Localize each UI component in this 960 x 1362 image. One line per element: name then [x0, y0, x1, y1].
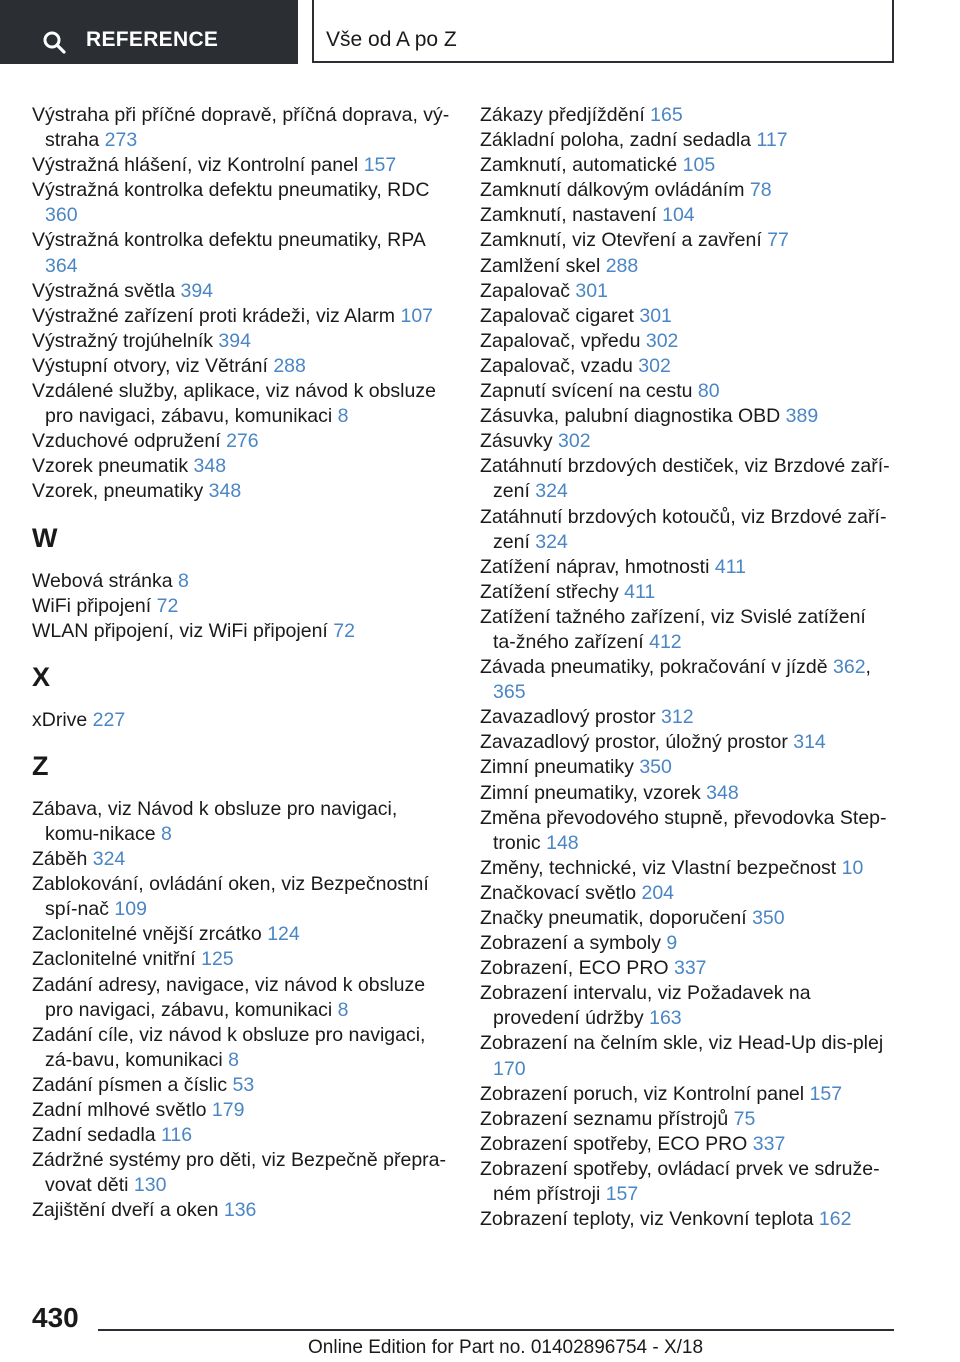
index-entry-text: Výstraha při příčné dopravě, příčná doprava, vý-straha [32, 104, 450, 152]
index-entry [480, 981, 890, 1031]
index-entry-text: Zobrazení na čelním skle, viz Head-Up dis-plej [480, 1032, 884, 1055]
page-link[interactable]: 75 [733, 1107, 756, 1130]
index-entry-text: Záběh [32, 848, 93, 871]
index-entry-text: Zadání cíle, viz návod k obsluze pro navigaci, zá-bavu, komunikaci [32, 1023, 426, 1071]
index-entry [480, 203, 890, 228]
page-link[interactable]: 170 [493, 1057, 526, 1080]
index-entry [32, 1198, 452, 1223]
index-entry-text: Změna převodového stupně, převodovka Step-tronic [480, 806, 887, 854]
index-entry-text: Výstražné zařízení proti krádeži, viz Alarm [32, 304, 401, 327]
index-entry-text: Zapalovač, vpředu [480, 329, 646, 352]
page-link[interactable]: 350 [752, 907, 785, 929]
index-entry-text: Zavazadlový prostor, úložný prostor [480, 731, 794, 754]
index-entry [32, 847, 452, 872]
section-title-box [312, 0, 894, 63]
page-link[interactable]: 302 [638, 354, 671, 377]
index-entry-text: Změny, technické, viz Vlastní bezpečnost [480, 856, 842, 879]
index-entry-text: Zamknutí, viz Otevření a zavření [480, 229, 768, 252]
index-entry-text: Výstražná kontrolka defektu pneumatiky, RDC [32, 179, 430, 202]
index-entry-text: Zapalovač, vzadu [480, 354, 639, 377]
index-entry [32, 454, 452, 479]
index-entry-text: Zapalovač cigaret [480, 304, 640, 327]
index-entry-text: Výstražná kontrolka defektu pneumatiky, RPA [32, 229, 425, 252]
index-entry-text: WiFi připojení [32, 594, 157, 617]
index-entry-text: Zobrazení teploty, viz Venkovní teplota [480, 1208, 819, 1231]
index-entry-text: xDrive [32, 708, 93, 731]
index-entry [32, 1098, 452, 1123]
page-link[interactable]: 350 [639, 756, 672, 779]
index-entry-text: Závada pneumatiky, pokračování v jízdě [480, 656, 833, 679]
index-entry-text: Zamknutí, nastavení [480, 204, 663, 227]
page-link[interactable]: 8 [337, 405, 349, 428]
index-entry [32, 329, 452, 354]
page-link[interactable]: 348 [208, 480, 242, 503]
search-icon [42, 30, 66, 54]
index-entry [32, 569, 452, 594]
index-entry [480, 1107, 890, 1132]
index-entry-text: Zamlžení skel [480, 254, 606, 277]
index-entry [32, 304, 452, 329]
index-entry-text: Zadání adresy, navigace, viz návod k obsluze pro navigaci, zábavu, komunikaci [32, 973, 426, 1021]
index-entry [480, 279, 890, 304]
index-entry [480, 605, 890, 655]
page-link[interactable]: 324 [92, 848, 126, 871]
index-entry-text: Zatáhnutí brzdových kotoučů, viz Brzdové zaří-zení [480, 505, 887, 553]
index-entry [480, 806, 890, 856]
page-link[interactable]: 324 [535, 480, 568, 503]
index-entry-text: Zapalovač [480, 279, 576, 302]
index-entry [480, 153, 890, 178]
page-link[interactable]: 8 [337, 998, 349, 1021]
index-entry-text: Zadní mlhové světlo [32, 1099, 212, 1121]
index-entry [32, 797, 452, 847]
index-entry [480, 228, 890, 253]
index-entry-text: Zaclonitelné vnitřní [32, 948, 202, 971]
index-entry [480, 505, 890, 555]
page-number: 430 [32, 1302, 79, 1333]
index-entry-text: Zobrazení poruch, viz Kontrolní panel [480, 1082, 810, 1105]
index-entry-text: Zásuvka, palubní diagnostika OBD [480, 405, 786, 428]
index-entry [32, 947, 452, 972]
index-entry [32, 1148, 452, 1198]
index-entry-text: Zákazy předjíždění [480, 104, 651, 126]
page-link[interactable]: 148 [546, 831, 579, 854]
index-entry-text: Zatáhnutí brzdových destiček, viz Brzdové zaří-zení [480, 455, 890, 503]
index-entry [480, 254, 890, 279]
index-entry-text: Zobrazení, ECO PRO [480, 957, 674, 980]
index-letter-heading: Z [32, 750, 49, 781]
page-link[interactable]: 301 [639, 304, 672, 327]
index-entry-text: Zamknutí dálkovým ovládáním [480, 179, 750, 202]
index-entry-text: Zobrazení seznamu přístrojů [480, 1107, 734, 1130]
page-header [0, 0, 960, 66]
index-entry [32, 178, 452, 228]
index-entry [480, 429, 890, 454]
footer-divider [98, 1329, 894, 1331]
index-entry-text: Výstražná světla [32, 279, 181, 302]
page-link[interactable]: 301 [575, 279, 608, 302]
page-link[interactable]: 53 [232, 1073, 255, 1096]
page-link[interactable]: 348 [706, 781, 739, 804]
page-link[interactable]: 109 [114, 898, 147, 921]
index-entry-text: Zobrazení spotřeby, ECO PRO [480, 1132, 753, 1155]
page-link[interactable]: 302 [645, 329, 679, 352]
page-link[interactable]: 227 [92, 708, 126, 731]
index-entry [480, 931, 890, 956]
page-link[interactable]: 157 [363, 154, 397, 177]
index-entry-text: Zábava, viz Návod k obsluze pro navigaci, komu-nikace [32, 797, 398, 845]
index-entry [480, 128, 890, 153]
index-letter-heading: W [32, 522, 58, 553]
index-entry-text: Výstražný trojúhelník [32, 329, 219, 352]
index-entry [480, 1082, 890, 1107]
index-entry-text: Vzorek, pneumatiky [32, 480, 209, 503]
page-link[interactable]: 288 [273, 354, 306, 377]
index-entry-text: Zadní sedadla [32, 1124, 162, 1147]
index-entry-text: Webová stránka [32, 569, 178, 592]
index-entry [480, 1031, 890, 1081]
index-entry [32, 872, 452, 922]
index-entry-text: Zatížení náprav, hmotnosti [480, 555, 715, 578]
page-link[interactable]: 364 [45, 254, 78, 277]
page-link[interactable]: 302 [558, 430, 591, 453]
page-link[interactable]: 412 [649, 630, 682, 653]
index-entry [32, 973, 452, 1023]
page-link[interactable]: 411 [714, 555, 746, 578]
index-entry: Závada pneumatiky, pokračování v jízdě 362, 365 [480, 656, 871, 704]
page-link[interactable]: 276 [226, 430, 259, 453]
page-link[interactable]: 273 [104, 129, 138, 152]
index-entry [480, 730, 890, 755]
index-entry [32, 1123, 452, 1148]
index-entry [32, 922, 452, 947]
index-column-left [32, 103, 452, 1223]
index-entry-text: Zatížení střechy [480, 580, 625, 603]
index-entry [32, 708, 452, 733]
page-link[interactable]: 411 [624, 580, 656, 603]
index-entry-text: Vzdálené služby, aplikace, viz návod k obsluze pro navigaci, zábavu, komunikaci [32, 380, 436, 428]
index-entry [32, 1073, 452, 1098]
index-entry [480, 856, 890, 881]
index-entry [480, 454, 890, 504]
page-link[interactable]: 337 [752, 1132, 786, 1155]
index-entry [480, 555, 890, 580]
page-link[interactable]: 8 [177, 569, 189, 592]
page-link[interactable]: 157 [809, 1082, 843, 1105]
index-entry [480, 329, 890, 354]
index-entry [480, 705, 890, 730]
page-link[interactable]: 365 [493, 681, 526, 704]
page-link[interactable]: 130 [133, 1174, 167, 1197]
index-entry [32, 619, 452, 644]
index-entry [32, 153, 452, 178]
index-entry-text: Zavazadlový prostor [480, 706, 661, 729]
index-entry [480, 1157, 890, 1207]
index-entry-text: Výstupní otvory, viz Větrání [32, 354, 274, 377]
page-link[interactable]: 136 [223, 1199, 257, 1222]
index-entry [32, 103, 452, 153]
index-letter-heading: X [32, 661, 51, 692]
page-link[interactable]: 80 [697, 380, 720, 403]
page-link[interactable]: 337 [673, 957, 707, 980]
page-link[interactable]: 10 [841, 856, 864, 879]
page-link[interactable]: 157 [605, 1183, 639, 1206]
page-link[interactable]: 125 [201, 948, 234, 971]
page-link[interactable]: 104 [662, 204, 695, 227]
index-entry-text: Zablokování, ovládání oken, viz Bezpečnostní spí-nač [32, 873, 429, 921]
index-entry [480, 103, 890, 128]
page-link[interactable]: 163 [649, 1007, 682, 1030]
index-entry [480, 404, 890, 429]
page-link[interactable]: 77 [767, 229, 789, 252]
page-link[interactable]: 105 [682, 154, 716, 177]
index-entry-text: Základní poloha, zadní sedadla [480, 129, 757, 152]
index-column-right [480, 103, 890, 1232]
index-entry-text: Zásuvky [480, 430, 559, 453]
index-entry [480, 781, 890, 806]
index-entry [32, 228, 452, 278]
page-link[interactable]: 9 [666, 932, 678, 955]
index-entry [480, 580, 890, 605]
index-entry [480, 379, 890, 404]
page-link[interactable]: 162 [818, 1208, 852, 1231]
page-link[interactable]: 204 [641, 881, 675, 904]
index-entry-text: Zimní pneumatiky [480, 756, 640, 779]
index-entry [32, 429, 452, 454]
index-entry-text: Zádržné systémy pro děti, viz Bezpečně přepra-vovat děti [32, 1149, 447, 1197]
index-entry-text: Vzorek pneumatik [32, 455, 194, 478]
page-link[interactable]: 360 [45, 204, 78, 227]
index-entry-text: Zapnutí svícení na cestu [480, 380, 698, 403]
section-title: Vše od A po Z [326, 28, 457, 51]
index-entry-text: Zobrazení a symboly [480, 932, 667, 955]
index-entry [480, 956, 890, 981]
page-link[interactable]: 124 [267, 923, 300, 946]
page-link[interactable]: 179 [211, 1099, 245, 1121]
index-entry-text: Zobrazení intervalu, viz Požadavek na provedení údržby [480, 982, 811, 1030]
index-entry-text: Vzduchové odpružení [32, 430, 227, 453]
index-entry-text: Zajištění dveří a oken [32, 1199, 224, 1222]
index-entry-text: WLAN připojení, viz WiFi připojení [32, 619, 334, 642]
page-link[interactable]: 72 [333, 619, 355, 642]
index-entry [32, 379, 452, 429]
index-entry-text: Zatížení tažného zařízení, viz Svislé zatížení ta-žného zařízení [480, 605, 866, 653]
page-link[interactable]: 394 [218, 329, 251, 352]
index-entry [32, 1023, 452, 1073]
page-link[interactable]: 8 [228, 1048, 240, 1071]
index-entry [32, 354, 452, 379]
index-entry-text: Zobrazení spotřeby, ovládací prvek ve sdruže-ném přístroji [480, 1157, 880, 1206]
index-entry [480, 304, 890, 329]
reference-label: REFERENCE [86, 28, 219, 51]
page-link[interactable]: 116 [161, 1124, 193, 1147]
index-entry-text: Zaclonitelné vnější zrcátko [32, 923, 268, 946]
page-link[interactable]: 72 [156, 594, 179, 617]
page-link[interactable]: 165 [650, 104, 683, 126]
index-entry-text: Zamknutí, automatické [480, 154, 683, 177]
index-entry-text: Výstražná hlášení, viz Kontrolní panel [32, 154, 364, 177]
edition-note: Online Edition for Part no. 01402896754 - X/18 [308, 1337, 704, 1358]
page-link[interactable]: 78 [749, 179, 772, 202]
page-link[interactable]: 389 [785, 405, 819, 428]
page-link[interactable]: 8 [160, 822, 172, 845]
page-link[interactable]: 324 [535, 530, 568, 553]
page-link[interactable]: 314 [793, 731, 826, 754]
index-entry-text: Značkovací světlo [480, 881, 642, 904]
index-entry-text: Značky pneumatik, doporučení [480, 907, 753, 929]
index-entry [32, 594, 452, 619]
reference-tab[interactable] [0, 0, 298, 64]
index-entry [480, 354, 890, 379]
index-entry [480, 1207, 890, 1232]
page-link[interactable]: 312 [661, 706, 694, 729]
index-entry [480, 881, 890, 906]
index-entry [32, 479, 452, 504]
page-link[interactable]: 394 [180, 279, 214, 302]
page-link[interactable]: 362 [833, 656, 866, 679]
index-entry-text: Zimní pneumatiky, vzorek [480, 781, 707, 804]
page-link[interactable]: 107 [400, 304, 434, 327]
index-entry [480, 755, 890, 780]
page-link[interactable]: 117 [756, 129, 788, 152]
page-link[interactable]: 348 [193, 455, 227, 478]
index-entry [480, 178, 890, 203]
page-link[interactable]: 288 [605, 254, 639, 277]
index-entry-text: Zadání písmen a číslic [32, 1073, 233, 1096]
index-entry [480, 1132, 890, 1157]
index-entry [480, 906, 890, 931]
index-entry [32, 279, 452, 304]
